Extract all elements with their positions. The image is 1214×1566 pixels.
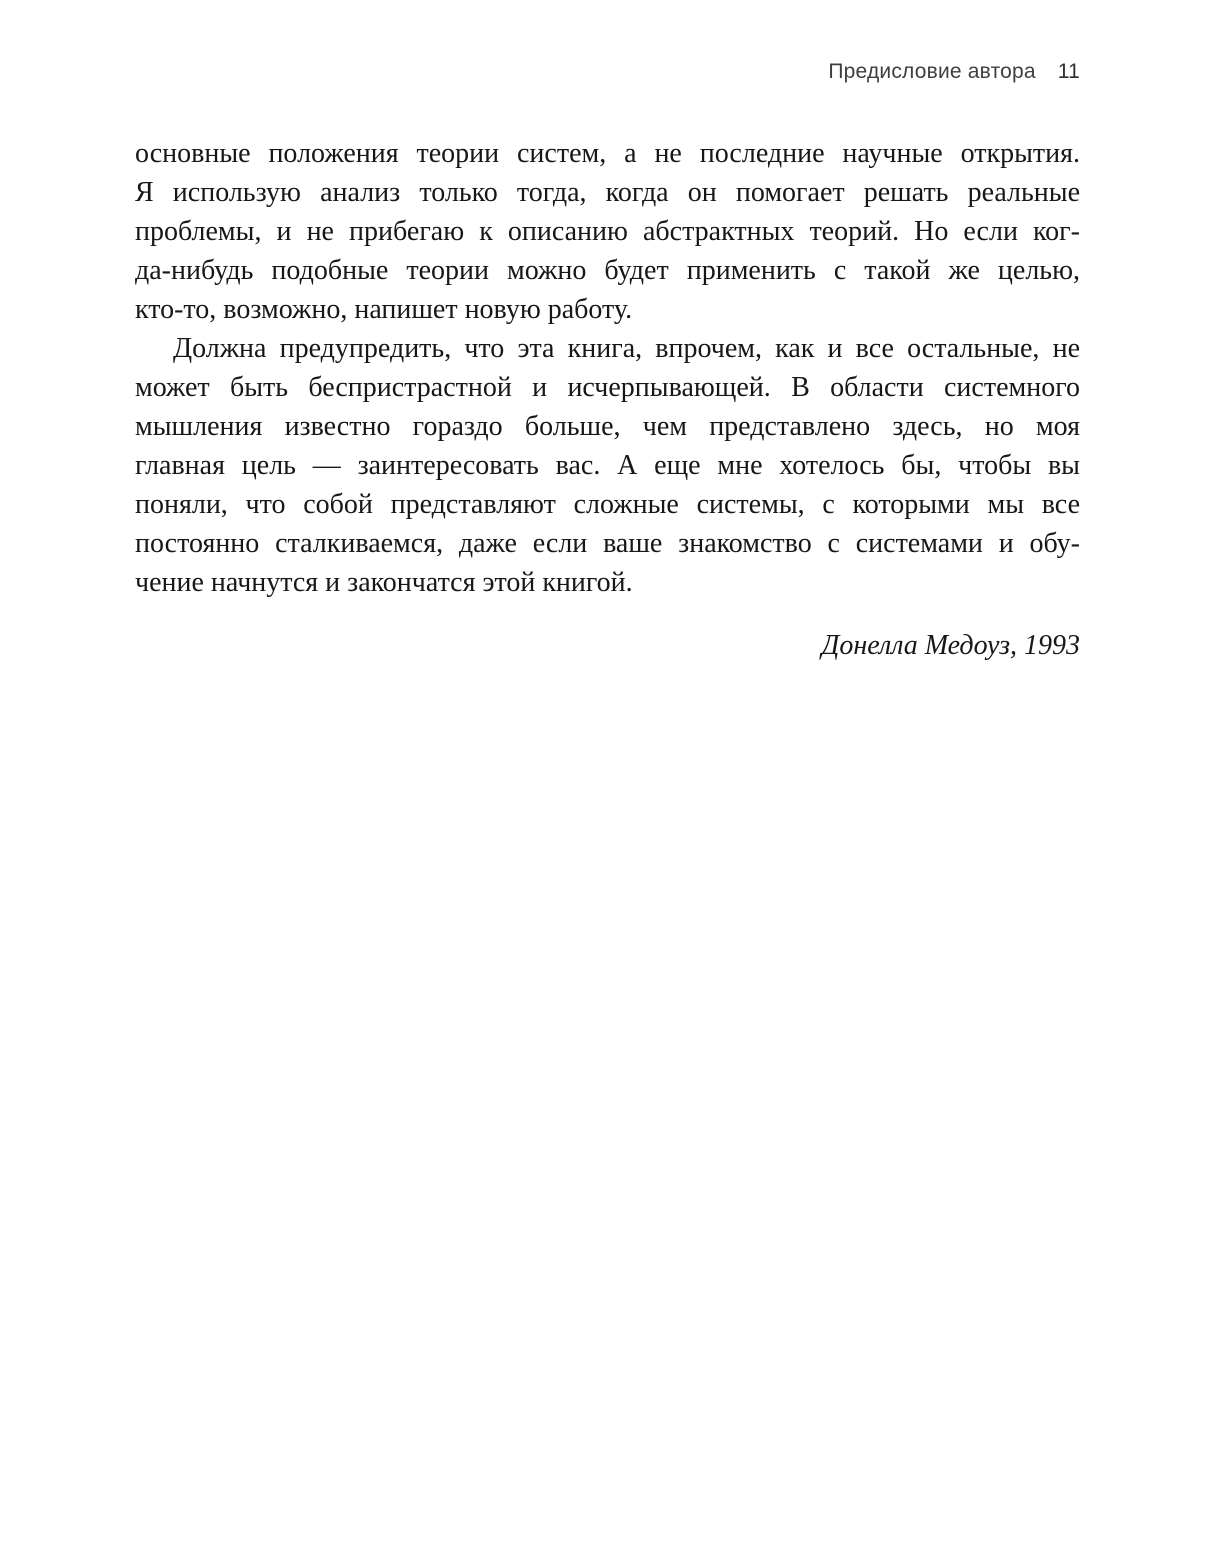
text-line: поняли, что собой представляют сложные системы, с которыми мы все [135,489,1080,520]
author-signature: Донелла Медоуз, 1993 [821,630,1080,661]
running-header [135,60,1080,84]
text-line: постоянно сталкиваемся, даже если ваше знакомство с системами и обу- [135,528,1080,559]
text-line: чение начнутся и закончатся этой книгой. [135,567,633,598]
text-line: проблемы, и не прибегаю к описанию абстрактных теорий. Но если ког- [135,216,1080,247]
text-line: мышления известно гораздо больше, чем представлено здесь, но моя [135,411,1080,442]
text-line: кто-то, возможно, напишет новую работу. [135,294,633,325]
body-text [135,134,1080,602]
text-line: главная цель — заинтересовать вас. А еще мне хотелось бы, чтобы вы [135,450,1080,481]
text-line: Должна предупредить, что эта книга, впрочем, как и все остальные, не [173,333,1080,364]
running-title: Предисловие автора [828,60,1036,83]
text-line: может быть беспристрастной и исчерпывающей. В области системного [135,372,1080,403]
text-line: да-нибудь подобные теории можно будет применить с такой же целью, [135,255,1080,286]
text-line: основные положения теории систем, а не последние научные открытия. [135,138,1080,169]
text-line: Я использую анализ только тогда, когда он помогает решать реальные [135,177,1080,208]
page-number: 11 [1057,60,1080,83]
